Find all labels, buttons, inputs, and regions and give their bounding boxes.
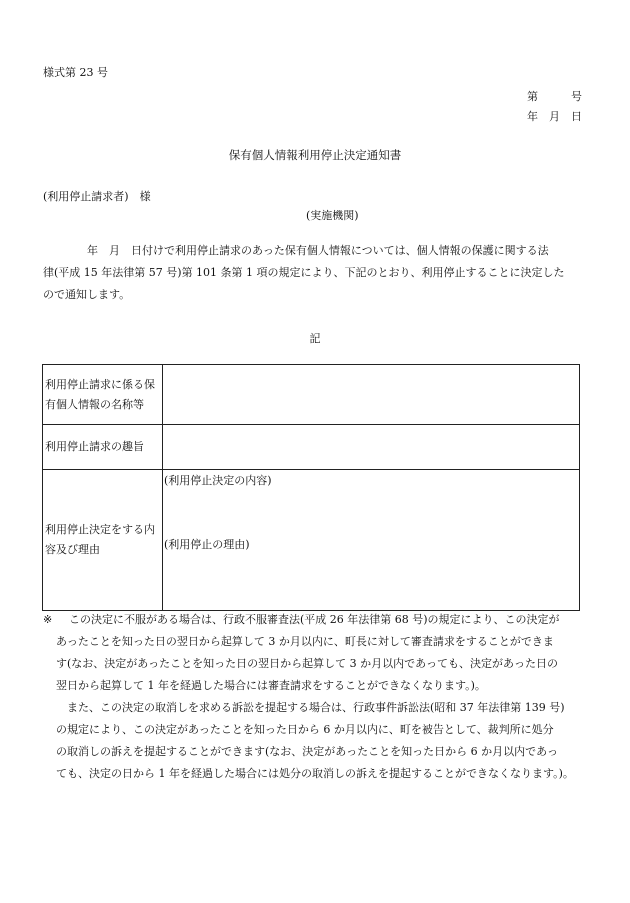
table-row	[43, 470, 580, 611]
row-label-decision-reason: 利用停止決定をする内 容及び理由	[43, 470, 163, 611]
note-line: あったことを知った日の翌日から起算して 3 か月以内に、町長に対して審査請求をすることができま	[56, 635, 554, 648]
table-row	[43, 425, 580, 470]
note-line: 翌日から起算して 1 年を経過した場合には審査請求をすることができなくなります。)。	[56, 679, 486, 692]
note-line: ても、決定の日から 1 年を経過した場合には処分の取消しの訴えを提起することができなくなります。)。	[56, 767, 574, 780]
row-label-request-purpose: 利用停止請求の趣旨	[43, 425, 163, 470]
appeal-notes	[43, 609, 603, 785]
body-line: 律(平成 15 年法律第 57 号)第 101 条第 1 項の規定により、下記のとおり、利用停止することに決定した	[43, 266, 565, 279]
row-label-target-info: 利用停止請求に係る保 有個人情報の名称等	[43, 365, 163, 425]
document-title: 保有個人情報利用停止決定通知書	[228, 148, 402, 162]
document-date: 年 月 日	[527, 110, 582, 123]
addressee: (利用停止請求者) 様	[43, 190, 151, 203]
decision-table	[42, 364, 580, 611]
note-line: ※ この決定に不服がある場合は、行政不服審査法(平成 26 年法律第 68 号)の規定により、この決定が	[43, 609, 603, 631]
request-purpose-field[interactable]	[163, 425, 580, 470]
decision-reason-label: (利用停止の理由)	[164, 538, 250, 551]
document-number: 第 号	[527, 90, 582, 103]
form-number: 様式第 23 号	[43, 66, 108, 79]
target-info-field[interactable]	[163, 365, 580, 425]
note-mark: ※	[43, 613, 53, 626]
note-line: す(なお、決定があったことを知った日の翌日から起算して 3 か月以内であっても、決定があった日の	[56, 657, 558, 670]
notice-body	[43, 240, 591, 306]
note-line: の規定により、この決定があったことを知った日から 6 か月以内に、町を被告として、裁判所に処分	[56, 723, 554, 736]
note-line: の取消しの訴えを提起することができます(なお、決定があったことを知った日から 6 か月以内であっ	[56, 745, 559, 758]
implementing-agency: (実施機関)	[306, 209, 359, 222]
decision-content-label: (利用停止決定の内容)	[164, 474, 272, 487]
body-line: 年 月 日付けで利用停止請求のあった保有個人情報については、個人情報の保護に関する法	[43, 244, 549, 257]
ki-heading: 記	[309, 332, 321, 345]
body-line: ので通知します。	[43, 288, 131, 301]
note-line: また、この決定の取消しを求める訴訟を提起する場合は、行政事件訴訟法(昭和 37 年法律第 139 号)	[56, 701, 565, 714]
table-row	[43, 365, 580, 425]
decision-reason-field[interactable]	[163, 470, 580, 611]
